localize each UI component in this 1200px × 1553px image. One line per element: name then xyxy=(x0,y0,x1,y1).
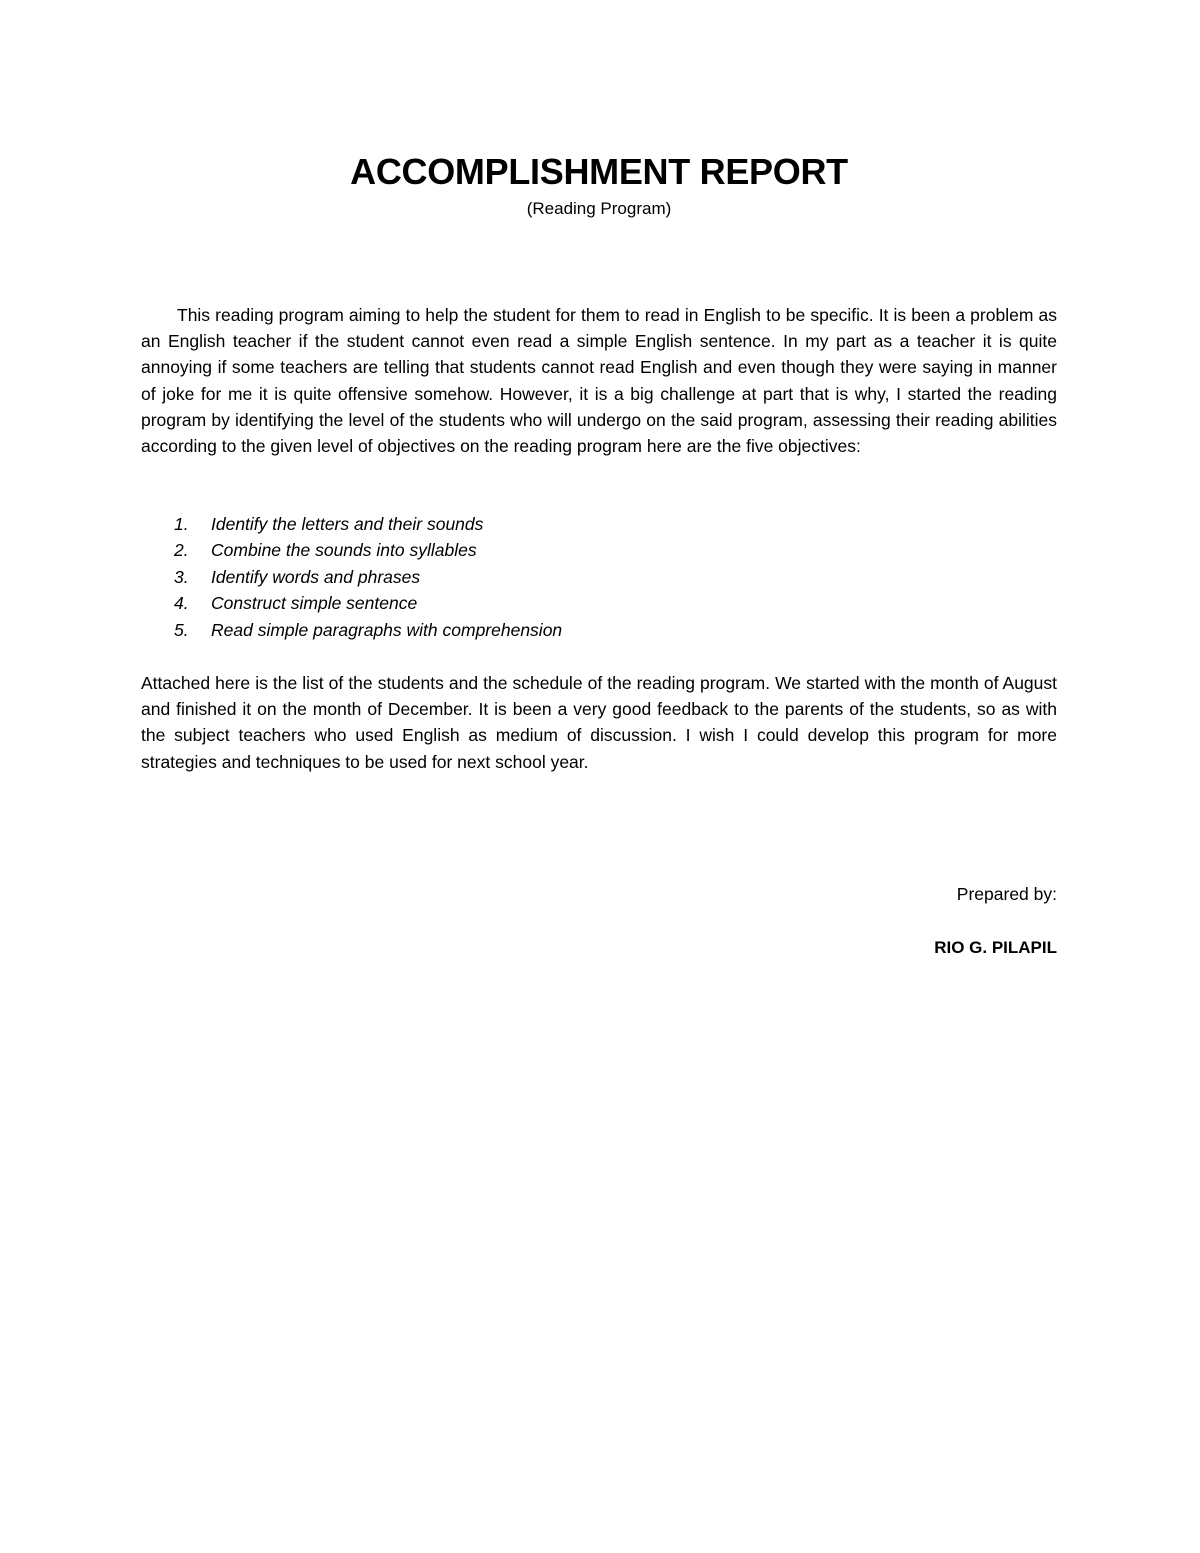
objective-text: Identify words and phrases xyxy=(211,566,421,587)
list-item xyxy=(141,511,1057,537)
objective-text: Construct simple sentence xyxy=(211,593,418,614)
list-item xyxy=(141,617,1057,643)
objective-number: 1. xyxy=(174,514,189,534)
list-item xyxy=(141,590,1057,616)
document-title: ACCOMPLISHMENT REPORT xyxy=(350,151,848,192)
objective-number: 2. xyxy=(174,540,189,561)
intro-paragraph: This reading program aiming to help the student for them to read in English to be specific. It is been a problem as an English teacher if the student cannot even read a simple English sentence. In my part as a teacher it is quite annoying if some teachers are telling that students cannot read English and even though they were saying in manner of joke for me it is quite offensive somehow. However, it is a big challenge at part that is why, I started the reading program by identifying the level of the students who will undergo on the said program, assessing their reading abilities according to the given level of objectives on the reading program here are the five objectives: xyxy=(141,305,1057,457)
objective-text: Read simple paragraphs with comprehension xyxy=(211,619,563,640)
objective-number: 4. xyxy=(174,593,189,614)
list-item xyxy=(141,537,1057,563)
objective-number: 5. xyxy=(174,619,189,640)
objective-number: 3. xyxy=(174,566,189,587)
prepared-by-label: Prepared by: xyxy=(956,884,1057,904)
list-item xyxy=(141,564,1057,590)
closing-paragraph: Attached here is the list of the students and the schedule of the reading program. We started with the month of August and finished it on the month of December. It is been a very good feedback to the parents of the students, so as with the subject teachers who used English as medium of discussion. I wish I could develop this program for more strategies and techniques to be used for next school year. xyxy=(141,673,1057,772)
objective-text: Combine the sounds into syllables xyxy=(211,540,477,561)
objectives-list xyxy=(141,511,1057,643)
document-subtitle: (Reading Program) xyxy=(526,199,672,218)
objective-text: Identify the letters and their sounds xyxy=(211,514,484,534)
signatory-name: RIO G. PILAPIL xyxy=(934,938,1057,957)
